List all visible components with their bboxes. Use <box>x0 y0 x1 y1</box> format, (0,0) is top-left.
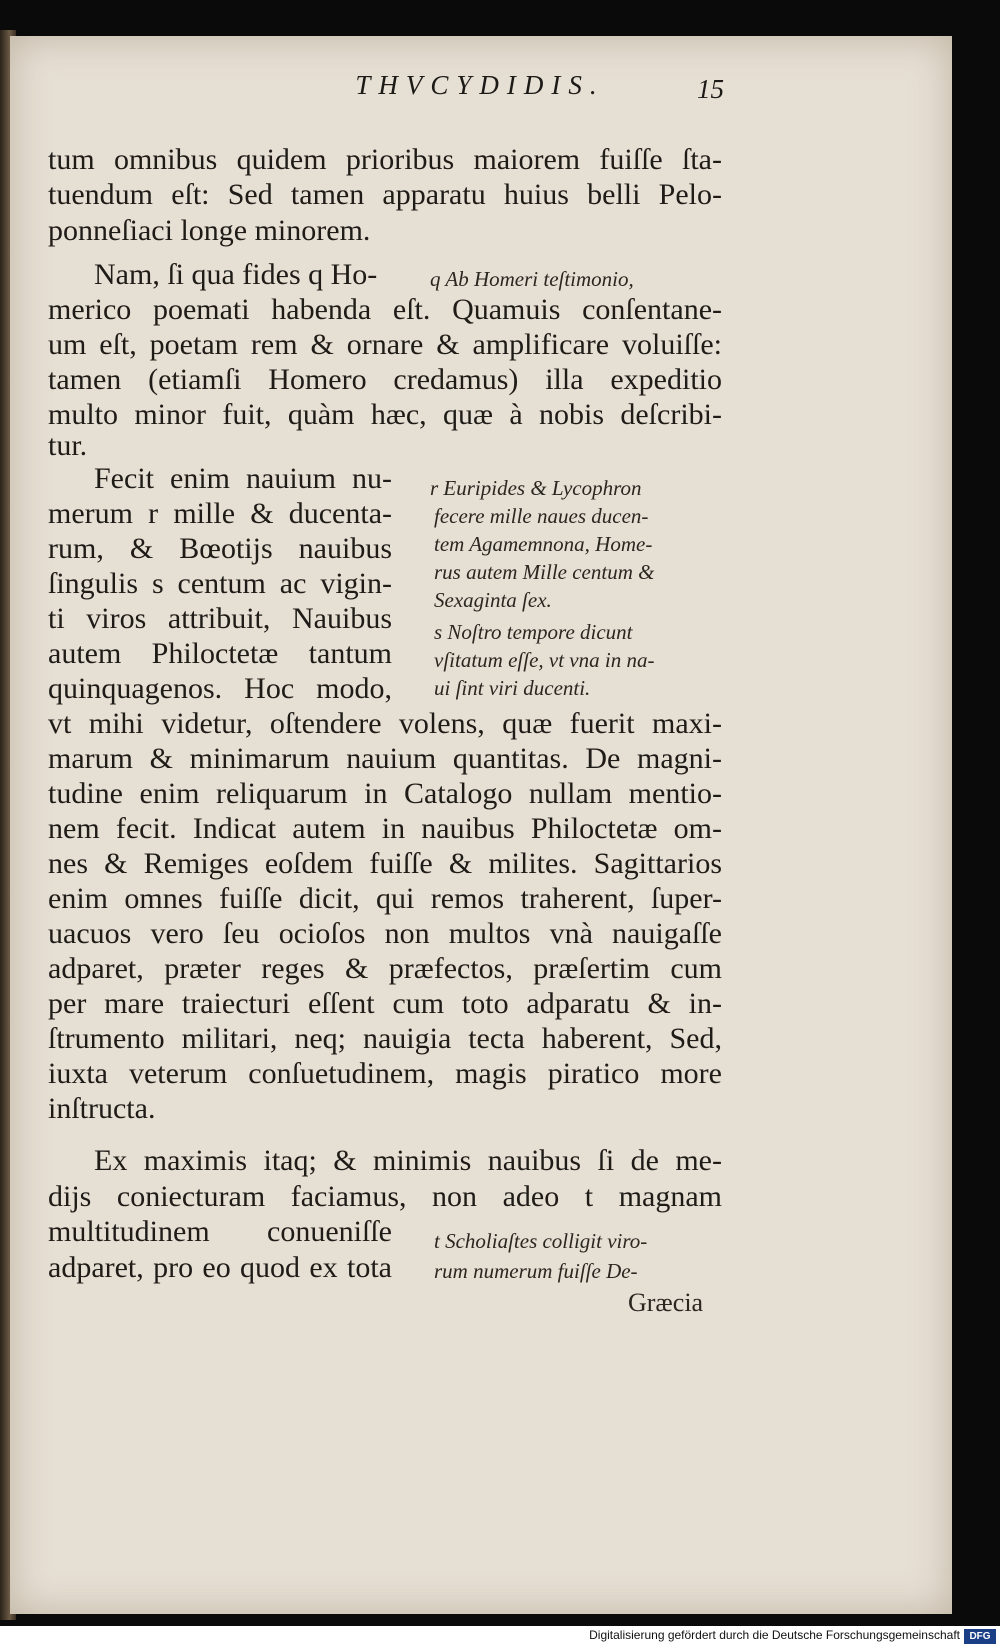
text-line: vt mihi videtur, oſtendere volens, quæ fuerit maxi- <box>48 707 722 740</box>
marginal-note: r Euripides & Lycophron <box>430 476 642 500</box>
text-line: Nam, ſi qua fides q Ho- <box>94 258 378 291</box>
marginal-note: rus autem Mille centum & <box>434 560 655 584</box>
text-line: rum, & Bœotijs nauibus <box>48 532 392 565</box>
catchword: Græcia <box>628 1288 704 1317</box>
text-line: autem Philoctetæ tantum <box>48 637 392 670</box>
running-header: THVCYDIDIS. <box>355 70 605 100</box>
text-line: inſtructa. <box>48 1092 156 1125</box>
text-line: dijs coniecturam faciamus, non adeo t magnam <box>48 1180 722 1213</box>
text-line: adparet, præter reges & præfectos, præſertim cum <box>48 952 722 985</box>
marginal-note: ui ſint viri ducenti. <box>434 676 591 700</box>
text-line: quinquagenos. Hoc modo, <box>48 672 392 705</box>
marginal-note: Sexaginta ſex. <box>434 588 552 612</box>
marginal-note: tem Agamemnona, Home- <box>434 532 653 556</box>
footer-credit: Digitalisierung gefördert durch die Deutsche Forschungsgemeinschaft <box>589 1628 960 1642</box>
text-line: Ex maximis itaq; & minimis nauibus ſi de me- <box>94 1144 722 1177</box>
page-number: 15 <box>697 74 724 104</box>
text-line: multitudinem conueniſſe <box>48 1215 392 1248</box>
text-line: nem fecit. Indicat autem in nauibus Philoctetæ om- <box>48 812 722 845</box>
text-line: nes & Remiges eoſdem fuiſſe & milites. Sagittarios <box>48 847 722 880</box>
text-line: ſtrumento militari, neq; nauigia tecta haberent, Sed, <box>48 1022 722 1055</box>
text-line: marum & minimarum nauium quantitas. De magni- <box>48 742 722 775</box>
text-line: merum r mille & ducenta- <box>48 497 392 530</box>
text-line: tuendum eſt: Sed tamen apparatu huius belli Pelo- <box>48 178 722 211</box>
text-line: iuxta veterum conſuetudinem, magis piratico more <box>48 1057 722 1090</box>
text-line: ti viros attribuit, Nauibus <box>48 602 392 635</box>
text-line: tamen (etiamſi Homero credamus) illa expeditio <box>48 363 722 396</box>
text-line: tum omnibus quidem prioribus maiorem fuiſſe ſta- <box>48 143 722 176</box>
text-line: multo minor fuit, quàm hæc, quæ à nobis deſcribi- <box>48 398 722 431</box>
marginal-note: t Scholiaſtes colligit viro- <box>434 1229 648 1253</box>
marginal-note: rum numerum fuiſſe De- <box>434 1259 638 1283</box>
text-line: ponneſiaci longe minorem. <box>48 214 371 247</box>
text-line: tudine enim reliquarum in Catalogo nullam mentio- <box>48 777 722 810</box>
text-line: merico poemati habenda eſt. Quamuis conſentane- <box>48 293 722 326</box>
marginal-note: q Ab Homeri teſtimonio, <box>430 267 634 291</box>
dfg-logo: DFG <box>964 1629 996 1644</box>
text-line: tur. <box>48 429 88 462</box>
marginal-note: vſitatum eſſe, vt vna in na- <box>434 648 655 672</box>
text-line: uacuos vero ſeu ocioſos non multos vnà nauigaſſe <box>48 917 722 950</box>
text-line: Fecit enim nauium nu- <box>94 462 392 495</box>
footer-bar <box>0 1626 1000 1648</box>
text-line: um eſt, poetam rem & ornare & amplificare voluiſſe: <box>48 328 722 361</box>
text-line: ſingulis s centum ac vigin- <box>48 567 392 600</box>
marginal-note: s Noſtro tempore dicunt <box>434 620 633 644</box>
text-line: enim omnes fuiſſe dicit, qui remos traherent, ſuper- <box>48 882 722 915</box>
marginal-note: fecere mille naues ducen- <box>434 504 649 528</box>
text-line: adparet, pro eo quod ex tota <box>48 1251 392 1284</box>
text-line: per mare traiecturi eſſent cum toto adparatu & in- <box>48 987 722 1020</box>
